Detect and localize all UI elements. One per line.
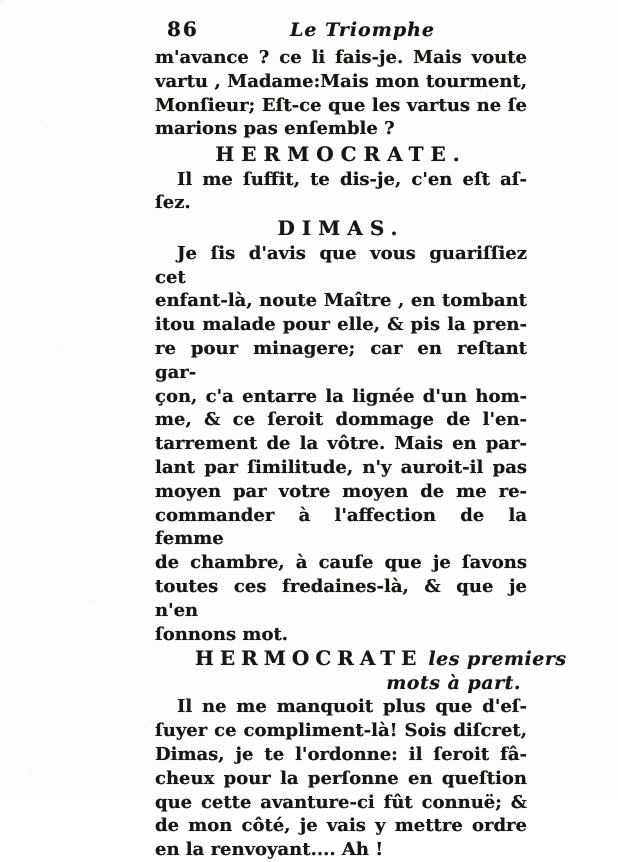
speech-hermocrate-2 xyxy=(155,695,527,862)
stage-direction-continuation: mots à part. xyxy=(386,671,521,694)
text-line: marions pas enſemble ? xyxy=(155,118,395,140)
text-block xyxy=(155,16,567,862)
text-line: itou malade pour elle, & pis la pren- xyxy=(155,314,527,336)
text-line: re pour minagere; car en reſtant gar- xyxy=(155,337,527,383)
text-line: ſez. xyxy=(155,192,191,214)
speaker-heading-hermocrate-with-direction xyxy=(155,646,567,672)
text-line: toutes ces fredaines-là, & que je n'en xyxy=(155,575,527,621)
speech-continuation xyxy=(155,46,527,141)
text-line: en la renvoyant.... Ah ! xyxy=(155,839,384,861)
text-line: Monſieur; Eſt-ce que les vartus ne ſe xyxy=(155,94,527,116)
text-line: m'avance ? ce li fais-je. Mais voute xyxy=(155,47,527,68)
text-line: Il ne me manquoit plus que d'eſ- xyxy=(177,696,527,718)
speech-hermocrate-1 xyxy=(155,168,527,216)
text-line: cheux pour la perſonne en queſtion xyxy=(155,767,527,789)
text-line: ſuyer ce compliment-là! Sois diſcret, xyxy=(155,720,527,742)
speaker-heading-dimas: DIMAS. xyxy=(277,216,405,241)
page-header xyxy=(155,16,527,43)
text-line: çon, c'a entarre la lignée d'un hom- xyxy=(155,385,527,407)
text-line: vartu , Madame:Mais mon tourment, xyxy=(155,70,527,92)
text-line: me, & ce ſeroit dommage de l'en- xyxy=(155,409,527,431)
text-line: Dimas, je te l'ordonne: il ſeroit fâ- xyxy=(155,743,527,765)
text-line: commander à l'affection de la femme xyxy=(155,504,527,550)
running-title: Le Triomphe xyxy=(290,19,436,41)
text-line: Je ſis d'avis que vous guariſſiez cet xyxy=(155,242,527,288)
text-line: ſonnons mot. xyxy=(155,623,289,645)
text-line: de chambre, à cauſe que je ſavons xyxy=(155,552,527,574)
speech-dimas xyxy=(155,242,527,647)
text-line: de mon côté, je vais y mettre ordre xyxy=(155,815,527,837)
speaker-heading-hermocrate: HERMOCRATE. xyxy=(215,142,467,167)
text-line: enfant-là, noute Maître , en tombant xyxy=(155,290,527,312)
stage-direction: les premiers xyxy=(428,648,567,671)
text-line: moyen par votre moyen de me re- xyxy=(155,480,527,502)
text-line: lant par ſimilitude, n'y auroit-il pas xyxy=(155,456,527,478)
speaker-name: HERMOCRATE xyxy=(195,646,423,671)
text-line: tarrement de la vôtre. Mais en par- xyxy=(155,433,527,455)
text-line: Il me ſuffit, te dis-je, c'en eſt aſ- xyxy=(177,168,527,190)
page-number: 86 xyxy=(167,17,199,41)
text-line: que cette avanture-ci fût connuë; & xyxy=(155,791,527,813)
